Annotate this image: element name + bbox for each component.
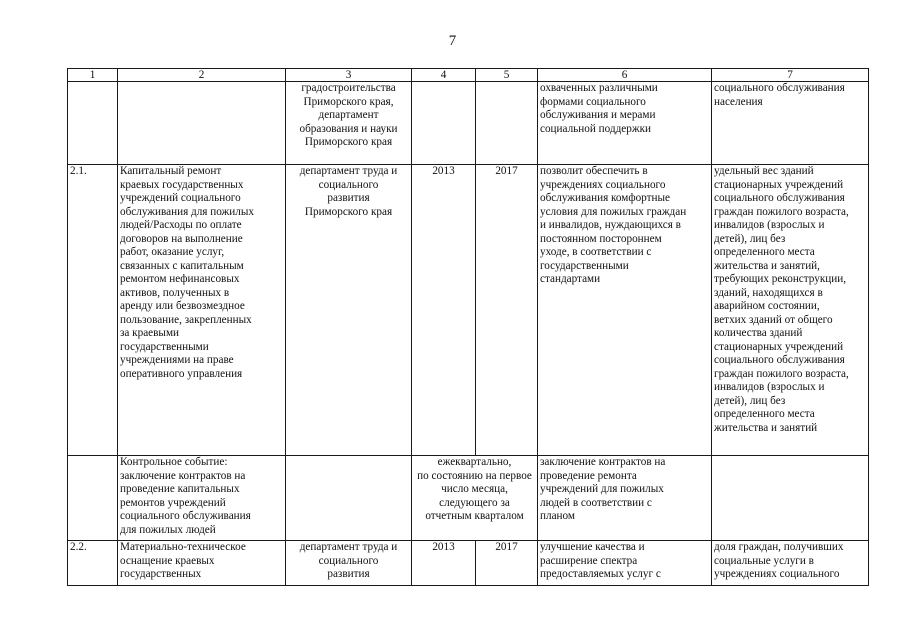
indicator-cell: социального обслуживания населения — [712, 82, 869, 165]
indicator-cell — [712, 456, 869, 541]
activity-cell: Контрольное событие: заключение контрактов на проведение капитальных ремонтов учреждений социального обслуживания для пожилых людей — [118, 456, 286, 541]
column-header: 5 — [476, 69, 538, 82]
end-year-cell: 2017 — [476, 165, 538, 456]
table-row — [68, 541, 869, 586]
column-header: 7 — [712, 69, 869, 82]
indicator-cell: доля граждан, получивших социальные услуги в учреждениях социального — [712, 541, 869, 586]
responsible-cell — [286, 456, 412, 541]
activity-cell: Капитальный ремонт краевых государственных учреждений социального обслуживания для пожилых людей/Расходы по оплате договоров на выполнение работ, оказание услуг, связанных с капитальным ремонтом нефинансовых активов, полученных в аренду или безвозмездное пользование, закрепленных за краевыми государственными учреждениями на праве оперативного управления — [118, 165, 286, 456]
item-number-cell: 2.2. — [68, 541, 118, 586]
column-header: 1 — [68, 69, 118, 82]
table-row — [68, 82, 869, 165]
end-year-cell — [476, 82, 538, 165]
end-year-cell: 2017 — [476, 541, 538, 586]
table-row — [68, 456, 869, 541]
program-table — [67, 68, 869, 586]
item-number-cell: 2.1. — [68, 165, 118, 456]
page-number: 7 — [448, 33, 457, 49]
table-row — [68, 165, 869, 456]
column-header: 6 — [538, 69, 712, 82]
column-header: 4 — [412, 69, 476, 82]
responsible-cell: департамент труда и социального развития — [286, 541, 412, 586]
responsible-cell: градостроительства Приморского края, департамент образования и науки Приморского края — [286, 82, 412, 165]
start-year-cell: 2013 — [412, 165, 476, 456]
start-year-cell — [412, 82, 476, 165]
expected-result-cell: заключение контрактов на проведение ремонта учреждений для пожилых людей в соответствии с планом — [538, 456, 712, 541]
column-number-row — [68, 69, 869, 82]
activity-cell — [118, 82, 286, 165]
column-header: 3 — [286, 69, 412, 82]
deadline-cell: ежеквартально, по состоянию на первое число месяца, следующего за отчетным кварталом — [412, 456, 538, 541]
activity-cell: Материально-техническое оснащение краевых государственных — [118, 541, 286, 586]
item-number-cell — [68, 82, 118, 165]
indicator-cell: удельный вес зданий стационарных учреждений социального обслуживания граждан пожилого возраста, инвалидов (взрослых и детей), лиц без определенного места жительства и занятий, требующих реконструкции, зданий, находящихся в аварийном состоянии, ветхих зданий от общего количества зданий стационарных учреждений социального обслуживания граждан пожилого возраста, инвалидов (взрослых и детей), лиц без определенного места жительства и занятий — [712, 165, 869, 456]
responsible-cell: департамент труда и социального развития Приморского края — [286, 165, 412, 456]
column-header: 2 — [118, 69, 286, 82]
expected-result-cell: улучшение качества и расширение спектра предоставляемых услуг с — [538, 541, 712, 586]
item-number-cell — [68, 456, 118, 541]
expected-result-cell: позволит обеспечить в учреждениях социального обслуживания комфортные условия для пожилых граждан и инвалидов, нуждающихся в постоянном постороннем уходе, в соответствии с государственными стандартами — [538, 165, 712, 456]
start-year-cell: 2013 — [412, 541, 476, 586]
expected-result-cell: охваченных различными формами социального обслуживания и мерами социальной поддержки — [538, 82, 712, 165]
